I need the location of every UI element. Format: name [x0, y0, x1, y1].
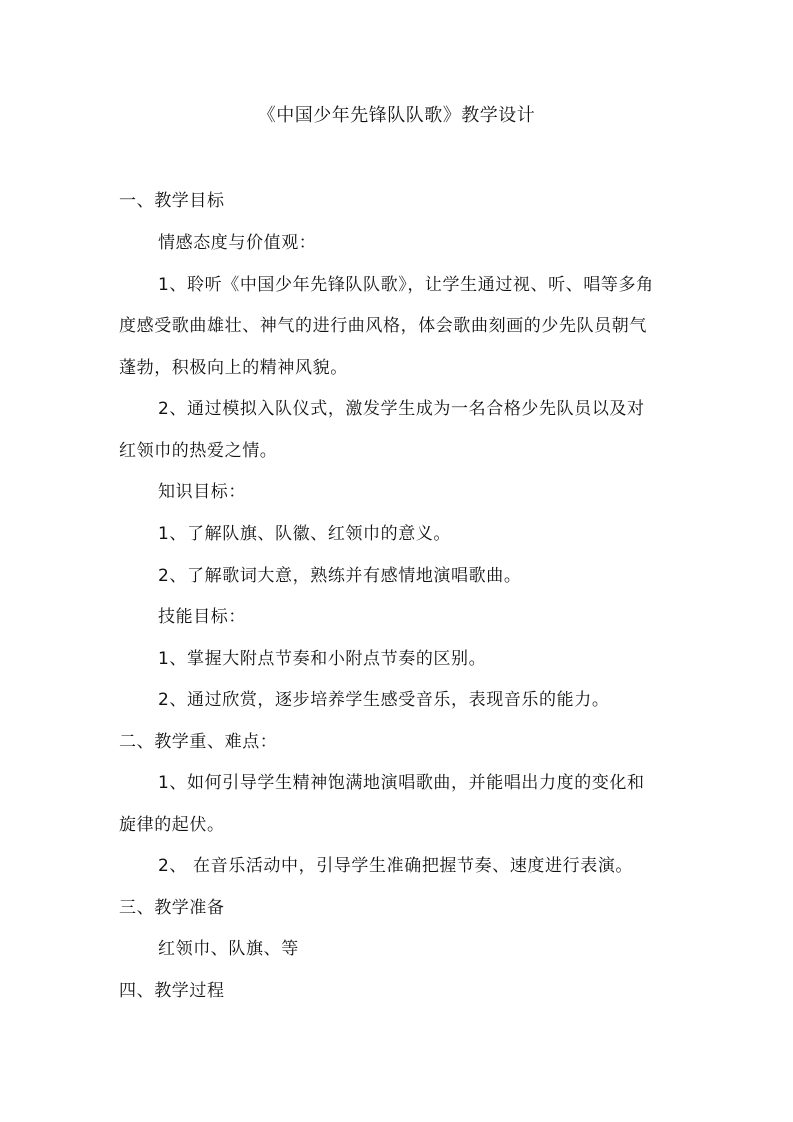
paragraph-line: 2、通过欣赏，逐步培养学生感受音乐，表现音乐的能力。 [158, 690, 610, 710]
paragraph-line: 2、通过模拟入队仪式，激发学生成为一名合格少先队员以及对 [158, 399, 645, 419]
section-heading: 三、教学准备 [119, 898, 225, 918]
paragraph-line: 1、掌握大附点节奏和小附点节奏的区别。 [158, 649, 487, 669]
section-heading: 四、教学过程 [119, 981, 225, 1001]
paragraph-line: 1、了解队旗、队徽、红领巾的意义。 [158, 524, 452, 544]
subheading: 技能目标： [158, 607, 246, 627]
subheading: 情感态度与价值观： [158, 233, 317, 253]
paragraph-line: 旋律的起伏。 [119, 815, 225, 835]
paragraph-line: 蓬勃，积极向上的精神风貌。 [119, 358, 348, 378]
paragraph-line: 红领巾、队旗、等 [158, 939, 299, 959]
section-heading: 一、教学目标 [119, 191, 225, 211]
document-title: 《中国少年先锋队队歌》教学设计 [257, 105, 536, 126]
paragraph-line: 度感受歌曲雄壮、神气的进行曲风格，体会歌曲刻画的少先队员朝气 [119, 316, 647, 336]
paragraph-line: 1、如何引导学生精神饱满地演唱歌曲，并能唱出力度的变化和 [158, 773, 645, 793]
subheading: 知识目标： [158, 482, 246, 502]
section-heading: 二、教学重、难点： [119, 732, 278, 752]
paragraph-line: 1、聆听《中国少年先锋队队歌》，让学生通过视、听、唱等多角 [158, 275, 654, 295]
paragraph-line: 2、 在音乐活动中，引导学生准确把握节奏、速度进行表演。 [158, 856, 634, 876]
paragraph-line: 2、了解歌词大意，熟练并有感情地演唱歌曲。 [158, 566, 522, 586]
paragraph-line: 红领巾的热爱之情。 [119, 441, 278, 461]
